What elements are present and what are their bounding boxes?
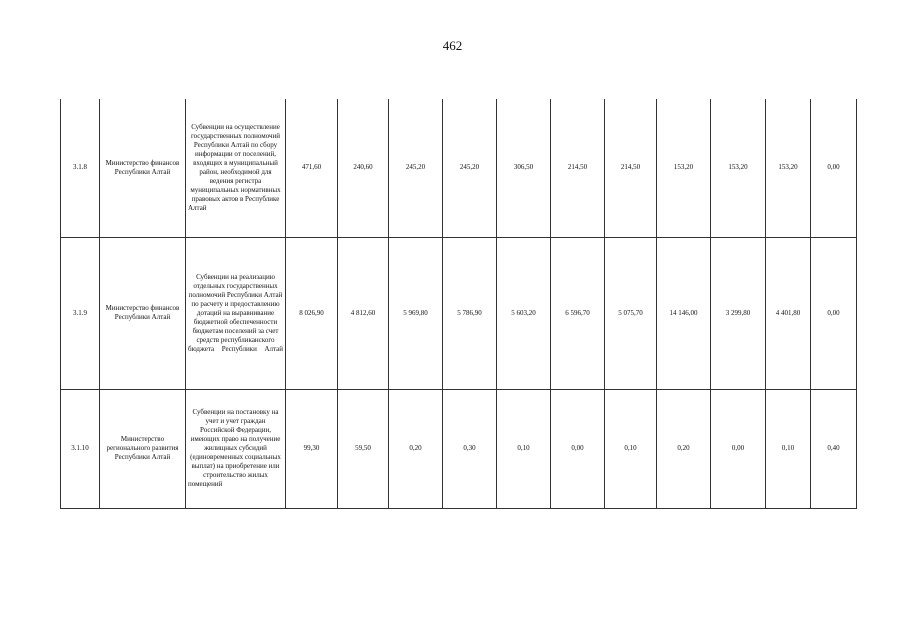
row-organization: Министерство финансов Республики Алтай xyxy=(100,237,186,389)
row-code: 3.1.10 xyxy=(61,389,100,508)
value-cell: 0,10 xyxy=(766,389,811,508)
value-cell: 4 401,80 xyxy=(766,237,811,389)
row-organization: Министерство регионального развития Республики Алтай xyxy=(100,389,186,508)
value-cell: 6 596,70 xyxy=(551,237,605,389)
value-cell: 0,00 xyxy=(811,99,857,237)
value-cell: 5 786,90 xyxy=(443,237,497,389)
table-row xyxy=(61,389,857,508)
value-cell: 245,20 xyxy=(389,99,443,237)
value-cell: 0,20 xyxy=(657,389,711,508)
table-row xyxy=(61,99,857,237)
value-cell: 0,00 xyxy=(811,237,857,389)
value-cell: 5 075,70 xyxy=(605,237,657,389)
value-cell: 0,40 xyxy=(811,389,857,508)
value-cell: 14 146,00 xyxy=(657,237,711,389)
value-cell: 3 299,80 xyxy=(711,237,766,389)
value-cell: 153,20 xyxy=(657,99,711,237)
value-cell: 0,30 xyxy=(443,389,497,508)
page-number: 462 xyxy=(442,38,463,53)
row-description: Субвенции на реализацию отдельных государственных полномочий Республики Алтай по расчету и предоставлению дотаций на выравнивание бюджетной обеспеченности бюджетам поселений за счет средств республиканского бюджета Республики Алтай xyxy=(186,237,286,389)
row-description: Субвенции на постановку на учет и учет граждан Российской Федерации, имеющих право на получение жилищных субсидий (единовременных социальных выплат) на приобретение или строительство жилых помещений xyxy=(186,389,286,508)
value-cell: 59,50 xyxy=(338,389,389,508)
value-cell: 306,50 xyxy=(497,99,551,237)
table-row xyxy=(61,237,857,389)
value-cell: 0,10 xyxy=(605,389,657,508)
row-code: 3.1.8 xyxy=(61,99,100,237)
row-organization: Министерство финансов Республики Алтай xyxy=(100,99,186,237)
value-cell: 5 969,80 xyxy=(389,237,443,389)
value-cell: 4 812,60 xyxy=(338,237,389,389)
value-cell: 0,20 xyxy=(389,389,443,508)
row-code: 3.1.9 xyxy=(61,237,100,389)
value-cell: 471,60 xyxy=(286,99,338,237)
value-cell: 0,10 xyxy=(497,389,551,508)
row-description: Субвенции на осуществление государственных полномочий Республики Алтай по сбору информации от поселений, входящих в муниципальный район, необходимой для ведения регистра муниципальных нормативных правовых актов в Республике Алтай xyxy=(186,99,286,237)
value-cell: 214,50 xyxy=(551,99,605,237)
value-cell: 240,60 xyxy=(338,99,389,237)
value-cell: 8 026,90 xyxy=(286,237,338,389)
budget-table xyxy=(60,99,857,509)
value-cell: 245,20 xyxy=(443,99,497,237)
value-cell: 153,20 xyxy=(711,99,766,237)
value-cell: 214,50 xyxy=(605,99,657,237)
value-cell: 0,00 xyxy=(551,389,605,508)
value-cell: 5 603,20 xyxy=(497,237,551,389)
value-cell: 153,20 xyxy=(766,99,811,237)
value-cell: 0,00 xyxy=(711,389,766,508)
value-cell: 99,30 xyxy=(286,389,338,508)
